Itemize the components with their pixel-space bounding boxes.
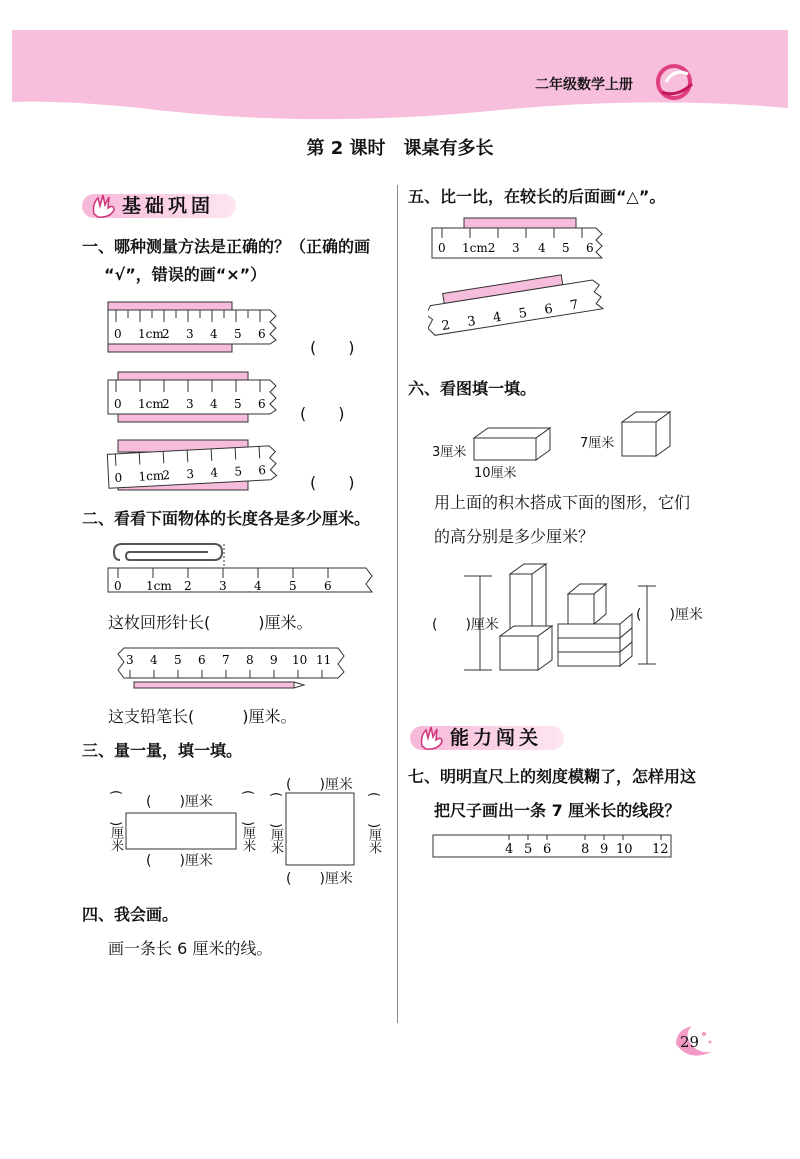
q2-r2-tick-0: 3	[126, 653, 134, 667]
q1-b-tick-0: 0	[114, 397, 122, 411]
q5-text: 五、比一比，在较长的后面画“△”。	[408, 187, 666, 206]
flat-block	[474, 428, 550, 460]
q2-r1-tick-0: 0	[114, 579, 122, 593]
q1-ruler-a	[108, 302, 276, 352]
q1-ruler-b	[108, 372, 276, 422]
q2-r2-tick-1: 4	[150, 653, 158, 667]
q5-r1-tick-4: 5	[562, 241, 570, 255]
pencil-icon	[134, 682, 304, 688]
cube-block	[622, 412, 670, 456]
q7-tick-2: 6	[543, 842, 552, 857]
q1-b-tick-1: 1cm	[138, 397, 164, 411]
q6-blank-left[interactable]: ( )厘米	[432, 617, 499, 633]
q1-a-tick-2: 2	[162, 327, 170, 341]
q5-r2-tick-1: 3	[466, 313, 477, 330]
q7-tick-6: 12	[652, 842, 669, 857]
q1-a-tick-5: 5	[234, 327, 242, 341]
q3-square-right[interactable]: ( )厘米	[366, 792, 381, 855]
q1-b-tick-4: 4	[210, 397, 218, 411]
q5-figures	[428, 214, 608, 344]
hand-icon	[416, 722, 446, 752]
q7-text-line2: 把尺子画出一条 7 厘米长的线段？	[434, 801, 681, 820]
q5-r2-tick-3: 5	[517, 305, 529, 322]
q5-r2-tick-2: 4	[492, 309, 503, 326]
q1-b-tick-2: 2	[162, 397, 170, 411]
q3-square-bottom[interactable]: ( )厘米	[286, 871, 353, 887]
q6-sentence2: 的高分别是多少厘米？	[434, 527, 595, 546]
q2-r1-tick-6: 6	[324, 579, 332, 593]
q3-square	[286, 793, 354, 865]
q1-answer-c[interactable]: ( )	[310, 473, 355, 492]
q3-rect-right[interactable]: ( )厘米	[240, 790, 255, 853]
q7-tick-1: 5	[524, 842, 533, 857]
column-divider	[397, 185, 398, 1023]
q3-rect-top[interactable]: ( )厘米	[146, 794, 213, 810]
q7-ruler	[432, 834, 674, 860]
q7-tick-0: 4	[505, 842, 514, 857]
q2-r1-tick-1: 1cm	[146, 579, 172, 593]
q2-clip-figure	[104, 540, 374, 600]
q2-r2-tick-7: 10	[292, 653, 308, 667]
q1-a-tick-0: 0	[114, 327, 122, 341]
q2-pencil-figure	[116, 644, 346, 694]
q1-text-line1: 一、哪种测量方法是正确的？（正确的画	[82, 237, 371, 256]
q1-c-tick-0: 0	[114, 470, 123, 485]
q1-c-tick-2: 2	[162, 468, 171, 483]
q2-text: 二、看看下面物体的长度各是多少厘米。	[82, 509, 371, 528]
q2-r2-tick-8: 11	[316, 653, 332, 667]
q1-c-tick-3: 3	[186, 466, 195, 482]
logo-icon	[652, 62, 698, 102]
q6-blank-right[interactable]: ( )厘米	[636, 607, 703, 623]
q2-r2-tick-4: 7	[222, 653, 230, 667]
q4-instruction: 画一条长 6 厘米的线。	[108, 939, 273, 958]
q1-c-tick-5: 5	[233, 464, 243, 479]
tower-right	[558, 584, 632, 666]
q1-a-tick-6: 6	[258, 327, 266, 341]
book-title: 二年级数学上册	[535, 77, 633, 93]
q3-square-top[interactable]: ( )厘米	[286, 777, 353, 793]
section-basic	[82, 194, 236, 218]
section-ability-label: 能力闯关	[450, 727, 543, 749]
q5-r1-tick-1: 1cm2	[462, 241, 496, 255]
q2-r2-tick-6: 9	[270, 653, 278, 667]
q3-rect-bottom[interactable]: ( )厘米	[146, 853, 213, 869]
q1-figures	[100, 296, 390, 496]
q2-r1-tick-2: 2	[184, 579, 192, 593]
q1-c-tick-4: 4	[210, 465, 219, 480]
q6-sentence1: 用上面的积木搭成下面的图形，它们	[434, 493, 691, 512]
q1-text-line2: “√”，错误的画“×”）	[104, 265, 267, 284]
q5-r2-tick-0: 2	[440, 317, 452, 335]
q6-text: 六、看图填一填。	[408, 379, 537, 398]
q5-r1-tick-3: 4	[538, 241, 546, 255]
q6-cube-size: 7厘米	[580, 436, 615, 451]
q1-a-tick-3: 3	[186, 327, 194, 341]
q2-r2-tick-3: 6	[198, 653, 206, 667]
q2-r1-tick-5: 5	[289, 579, 297, 593]
q7-tick-4: 9	[600, 842, 609, 857]
q2-r1-tick-4: 4	[254, 579, 262, 593]
q5-r1-tick-0: 0	[438, 241, 446, 255]
q4-text: 四、我会画。	[82, 905, 179, 924]
q1-ruler-c	[107, 440, 277, 490]
q6-block-width: 10厘米	[474, 466, 517, 481]
q1-b-tick-6: 6	[258, 397, 266, 411]
q1-a-tick-4: 4	[210, 327, 218, 341]
q3-rect-left[interactable]: ( )厘米	[108, 790, 123, 853]
q3-rectangle	[126, 813, 236, 849]
q2-r1-tick-3: 3	[219, 579, 227, 593]
q3-square-left[interactable]: ( )厘米	[268, 792, 283, 855]
section-ability	[410, 726, 564, 750]
q2-clip-sentence: 这枚回形针长( )厘米。	[108, 613, 313, 632]
q1-b-tick-3: 3	[186, 397, 194, 411]
q2-r2-tick-5: 8	[246, 653, 254, 667]
section-basic-label: 基础巩固	[122, 195, 215, 217]
q2-pencil-sentence: 这支铅笔长( )厘米。	[108, 707, 297, 726]
q1-b-tick-5: 5	[234, 397, 242, 411]
q5-r1-tick-5: 6	[586, 241, 594, 255]
q5-r1-tick-2: 3	[512, 241, 520, 255]
q7-tick-3: 8	[581, 842, 590, 857]
page-number: 29	[680, 1033, 700, 1051]
q1-c-tick-1: 1cm	[138, 468, 165, 484]
paperclip-icon	[114, 544, 222, 560]
q3-text: 三、量一量，填一填。	[82, 741, 243, 760]
q1-a-tick-1: 1cm	[138, 327, 164, 341]
q7-text-line1: 七、明明直尺上的刻度模糊了，怎样用这	[408, 767, 697, 786]
hand-icon	[88, 190, 118, 220]
lesson-title: 第 2 课时 课桌有多长	[306, 138, 494, 159]
q1-answer-a[interactable]: ( )	[310, 338, 355, 357]
q7-tick-5: 10	[616, 842, 633, 857]
q1-c-tick-6: 6	[257, 463, 267, 478]
q2-r2-tick-2: 5	[174, 653, 182, 667]
q5-r2-tick-5: 7	[569, 297, 580, 314]
tower-left	[500, 564, 552, 670]
q6-block-height: 3厘米	[432, 445, 467, 460]
q1-answer-b[interactable]: ( )	[300, 404, 345, 423]
q5-r2-tick-4: 6	[543, 301, 554, 318]
